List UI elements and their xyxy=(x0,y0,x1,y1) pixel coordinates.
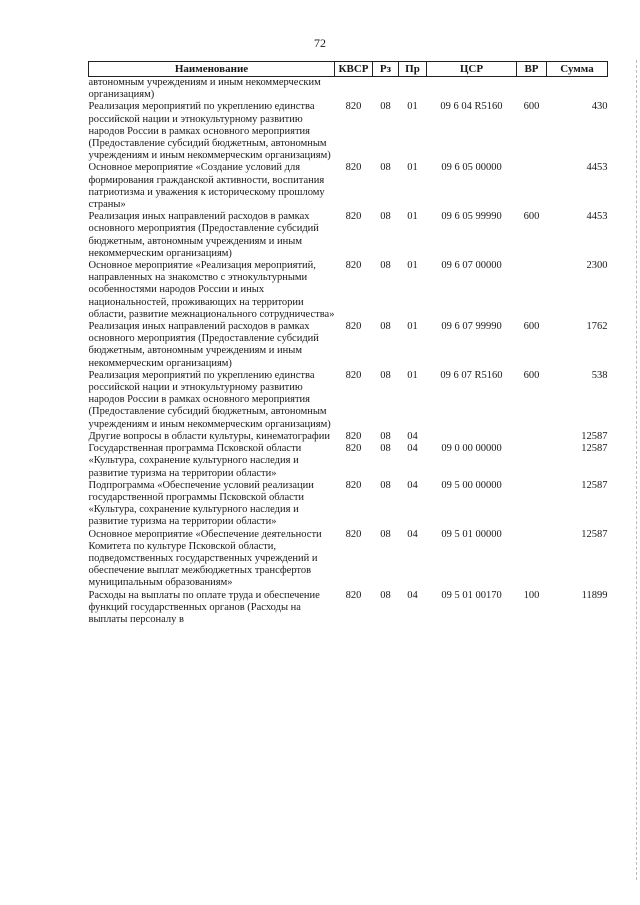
cell-vr xyxy=(517,529,547,590)
cell-csr: 09 6 04 R5160 xyxy=(440,101,503,113)
page-number: 72 xyxy=(314,36,326,50)
cell-kvsr: 820 xyxy=(345,589,362,601)
cell-csr: 09 6 05 00000 xyxy=(441,162,502,174)
cell-vr xyxy=(517,480,547,529)
cell-rz: 08 xyxy=(380,589,391,601)
cell-sum: 538 xyxy=(591,369,608,381)
cell-pr: 01 xyxy=(407,321,418,333)
cell-rz: 08 xyxy=(380,369,391,381)
cell-vr xyxy=(517,431,547,443)
cell-pr: 01 xyxy=(407,260,418,272)
cell-rz: 08 xyxy=(380,101,391,113)
cell-kvsr: 820 xyxy=(345,260,362,272)
cell-csr xyxy=(427,77,517,102)
cell-name: Реализация мероприятий по укреплению единства российской нации и этнокультурному развитию народов России в рамках основного мероприятия (Предоставление субсидий бюджетным, автономным учреждениям и иным некоммерческим организациям) xyxy=(88,369,331,430)
cell-name: Основное мероприятие «Обеспечение деятельности Комитета по культуре Псковской области, подведомственных государственных учреждений и обеспечение выплат межбюджетных трансфертов муниципальным образованиям» xyxy=(88,528,322,589)
cell-vr: 100 xyxy=(523,589,540,601)
cell-vr xyxy=(517,443,547,480)
cell-csr: 09 6 07 00000 xyxy=(441,260,502,272)
table-row xyxy=(89,590,608,627)
cell-sum xyxy=(547,77,608,102)
cell-kvsr: 820 xyxy=(345,369,362,381)
cell-rz: 08 xyxy=(380,430,391,442)
cell-name: Другие вопросы в области культуры, кинематографии xyxy=(88,430,330,442)
cell-rz: 08 xyxy=(380,479,391,491)
cell-vr xyxy=(517,162,547,211)
cell-csr xyxy=(427,431,517,443)
cell-csr: 09 6 05 99990 xyxy=(441,211,502,223)
cell-sum: 430 xyxy=(591,101,608,113)
cell-sum: 12587 xyxy=(581,479,608,491)
cell-name: Основное мероприятие «Создание условий для формирования гражданской активности, воспитания патриотизма и уважения к историческому прошлому страны» xyxy=(88,162,325,211)
cell-vr xyxy=(517,260,547,321)
cell-rz: 08 xyxy=(380,443,391,455)
cell-sum: 1762 xyxy=(586,321,608,333)
cell-csr: 09 5 01 00170 xyxy=(441,589,502,601)
header-rz: Рз xyxy=(373,62,399,77)
cell-sum: 12587 xyxy=(581,528,608,540)
header-vr: ВР xyxy=(517,62,547,77)
cell-name: Расходы на выплаты по оплате труда и обеспечение функций государственных органов (Расходы на выплаты персоналу в xyxy=(88,589,320,625)
cell-sum: 2300 xyxy=(586,260,608,272)
cell-sum: 4453 xyxy=(586,211,608,223)
table-row xyxy=(89,529,608,590)
cell-pr: 01 xyxy=(407,162,418,174)
cell-kvsr: 820 xyxy=(345,211,362,223)
scan-margin-line xyxy=(635,60,637,880)
header-sum: Сумма xyxy=(547,62,608,77)
cell-sum: 11899 xyxy=(581,589,608,601)
cell-csr: 09 6 07 99990 xyxy=(441,321,502,333)
table-row xyxy=(89,162,608,211)
cell-kvsr: 820 xyxy=(345,430,362,442)
cell-sum: 12587 xyxy=(581,430,608,442)
cell-kvsr: 820 xyxy=(345,479,362,491)
cell-pr xyxy=(399,77,427,102)
table-row xyxy=(89,211,608,260)
cell-kvsr: 820 xyxy=(345,101,362,113)
table-row xyxy=(89,443,608,480)
cell-pr: 01 xyxy=(407,211,418,223)
cell-sum: 4453 xyxy=(586,162,608,174)
cell-rz: 08 xyxy=(380,260,391,272)
cell-csr: 09 5 01 00000 xyxy=(441,528,502,540)
table-header-row xyxy=(89,62,608,77)
cell-name: Реализация иных направлений расходов в рамках основного мероприятия (Предоставление субсидий бюджетным, автономным учреждениям и иным некоммерческим организациям) xyxy=(88,211,319,259)
cell-rz: 08 xyxy=(380,211,391,223)
cell-pr: 01 xyxy=(407,369,418,381)
table-row xyxy=(89,77,608,102)
cell-name: Реализация иных направлений расходов в рамках основного мероприятия (Предоставление субсидий бюджетным, автономным учреждениям и иным некоммерческим организациям) xyxy=(88,321,319,369)
cell-csr: 09 0 00 00000 xyxy=(441,443,502,455)
cell-name: Государственная программа Псковской области «Культура, сохранение культурного наследия и развитие туризма на территории области» xyxy=(88,443,302,479)
cell-kvsr: 820 xyxy=(345,443,362,455)
cell-kvsr: 820 xyxy=(345,321,362,333)
cell-name: Подпрограмма «Обеспечение условий реализации государственной программы Псковской области «Культура, сохранение культурного наследия и развитие туризма на территории области» xyxy=(88,479,314,528)
cell-csr: 09 5 00 00000 xyxy=(441,479,502,491)
cell-vr xyxy=(517,77,547,102)
cell-name: Реализация мероприятий по укреплению единства российской нации и этнокультурному развитию народов России в рамках основного мероприятия (Предоставление субсидий бюджетным, автономным учреждениям и иным некоммерческим организациям) xyxy=(88,101,331,162)
cell-vr: 600 xyxy=(523,321,540,333)
cell-vr: 600 xyxy=(523,101,540,113)
cell-kvsr xyxy=(335,77,373,102)
cell-csr: 09 6 07 R5160 xyxy=(440,369,503,381)
header-name: Наименование xyxy=(89,62,335,77)
table-row xyxy=(89,370,608,431)
cell-rz xyxy=(373,77,399,102)
cell-kvsr: 820 xyxy=(345,528,362,540)
cell-vr: 600 xyxy=(523,369,540,381)
header-pr: Пр xyxy=(399,62,427,77)
budget-table xyxy=(88,61,608,626)
cell-sum: 12587 xyxy=(581,443,608,455)
table-row xyxy=(89,321,608,370)
table-row xyxy=(89,260,608,321)
cell-pr: 04 xyxy=(407,589,418,601)
header-csr: ЦСР xyxy=(427,62,517,77)
cell-rz: 08 xyxy=(380,528,391,540)
cell-pr: 04 xyxy=(407,430,418,442)
cell-pr: 04 xyxy=(407,479,418,491)
cell-pr: 01 xyxy=(407,101,418,113)
cell-rz: 08 xyxy=(380,321,391,333)
cell-vr: 600 xyxy=(523,211,540,223)
table-row xyxy=(89,431,608,443)
table-row xyxy=(89,480,608,529)
table-row xyxy=(89,101,608,162)
cell-pr: 04 xyxy=(407,528,418,540)
header-kvsr: КВСР xyxy=(335,62,373,77)
cell-pr: 04 xyxy=(407,443,418,455)
cell-rz: 08 xyxy=(380,162,391,174)
cell-name: автономным учреждениям и иным некоммерческим организациям) xyxy=(88,77,321,101)
cell-kvsr: 820 xyxy=(345,162,362,174)
cell-name: Основное мероприятие «Реализация мероприятий, направленных на знакомство с этнокультурными особенностями народов России и иных национальностей, проживающих на территории области, развитие межнационального сотрудничества» xyxy=(88,260,335,320)
